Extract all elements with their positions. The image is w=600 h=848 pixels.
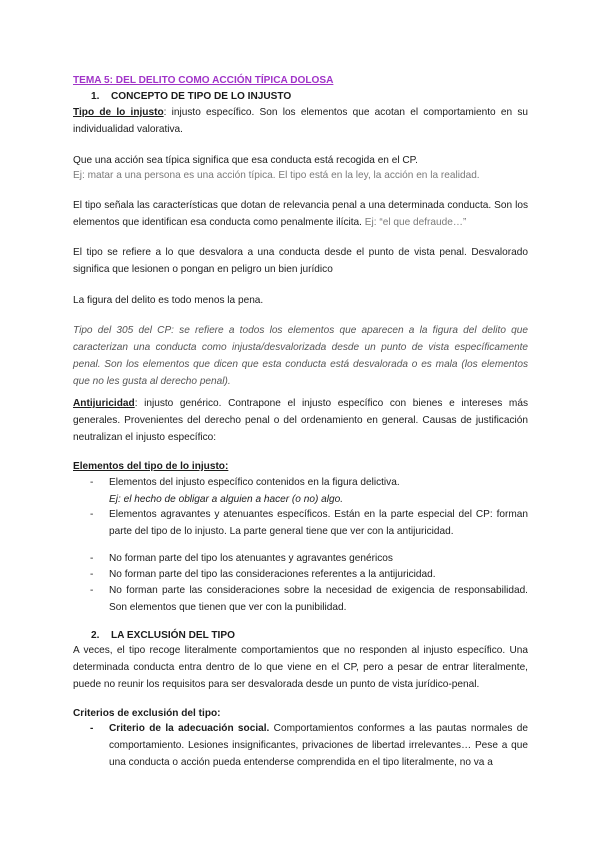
list-item-text: No forman parte del tipo las consideraciones referentes a la antijuricidad.: [109, 569, 436, 580]
antijuricidad-paragraph: [73, 395, 528, 446]
bullet-dash: -: [90, 723, 94, 734]
bullet-dash: -: [90, 553, 94, 564]
no-forman-list: [73, 550, 528, 620]
tipo-injusto-label: Tipo de lo injusto: [73, 107, 164, 118]
criterios-list: [73, 720, 528, 780]
section-1-title: CONCEPTO DE TIPO DE LO INJUSTO: [111, 91, 292, 102]
tipo-injusto-text: : injusto específico. Son los elementos que acotan el comportamiento en su individualidad valorativa.: [73, 107, 528, 135]
bullet-dash: -: [90, 585, 94, 596]
antijuricidad-text: : injusto genérico. Contrapone el injusto específico con bienes e intereses más generales. Provenientes del derecho penal o del ordenamiento en general. Causas de justificación neutralizan el injusto específico:: [73, 398, 528, 443]
bullet-dash: -: [90, 477, 94, 488]
antijuricidad-label: Antijuricidad: [73, 398, 135, 409]
list-item-text: [109, 720, 528, 771]
list-item-example: Ej: el hecho de obligar a alguien a hacer (o no) algo.: [109, 494, 343, 505]
elementos-list: [73, 474, 528, 537]
bullet-dash: -: [90, 509, 94, 520]
list-item-text: No forman parte las consideraciones sobre la necesidad de exigencia de responsabilidad. Son elementos que tienen que ver con la punibilidad.: [109, 585, 528, 613]
elementos-heading: Elementos del tipo de lo injusto:: [73, 461, 229, 472]
list-item-text: Elementos agravantes y atenuantes específicos. Están en la parte especial del CP: forman parte del tipo de lo injusto. La parte general tiene que ver con la antijuricidad.: [109, 509, 528, 537]
list-item-text: No forman parte del tipo los atenuantes y agravantes genéricos: [109, 553, 393, 564]
tipica-example: Ej: matar a una persona es una acción típica. El tipo está en la ley, la acción en la realidad.: [73, 170, 480, 181]
document-title: TEMA 5: DEL DELITO COMO ACCIÓN TÍPICA DOLOSA: [73, 75, 334, 86]
criterios-heading: Criterios de exclusión del tipo:: [73, 708, 221, 719]
senala-text: El tipo señala las características que dotan de relevancia penal a una determinada conducta. Son los elementos que identifican esa conducta como penalmente ilícita.: [73, 200, 528, 228]
section-1-number: 1.: [91, 91, 100, 102]
section-1-heading: [73, 88, 528, 105]
senala-example: Ej: “el que defraude…”: [361, 217, 467, 228]
tipica-paragraph: Que una acción sea típica significa que esa conducta está recogida en el CP.: [73, 155, 418, 166]
tipo-injusto-paragraph: [73, 104, 528, 138]
figura-paragraph: La figura del delito es todo menos la pena.: [73, 295, 264, 306]
exclusion-paragraph: A veces, el tipo recoge literalmente comportamientos que no responden al injusto específico. Una determinada conducta entra dentro de lo que viene en el CP, pero a pesar de entrar literalmente, puede no reunir los requisitos para ser desvalorada desde un punto de vista jurídico-penal.: [73, 645, 528, 690]
section-2-title: LA EXCLUSIÓN DEL TIPO: [111, 630, 235, 641]
bullet-dash: -: [90, 569, 94, 580]
section-2-number: 2.: [91, 630, 100, 641]
criterio-text: Comportamientos conformes a las pautas normales de comportamiento. Lesiones insignificantes, privaciones de libertad irrelevantes… Pese a que una conducta o acción pueda entenderse comprendida en el tipo literalmente, no va a: [109, 723, 528, 768]
tipo-305-paragraph: Tipo del 305 del CP: se refiere a todos los elementos que aparecen a la figura del delito que caracterizan una conducta como injusta/desvalorizada desde un punto de vista específicamente penal. Son los elementos que dicen que esta conducta está desvalorada o es mala (los elementos que no les gusta al derecho penal).: [73, 325, 528, 387]
criterio-label: Criterio de la adecuación social.: [109, 723, 270, 734]
senala-paragraph: [73, 197, 528, 231]
desvalora-paragraph: El tipo se refiere a lo que desvalora a una conducta desde el punto de vista penal. Desvalorado significa que lesionen o pongan en peligro un bien jurídico: [73, 247, 528, 275]
list-item-text: Elementos del injusto específico contenidos en la figura delictiva. Ej: el hecho de obligar a alguien a hacer (o no) algo.: [109, 477, 400, 505]
